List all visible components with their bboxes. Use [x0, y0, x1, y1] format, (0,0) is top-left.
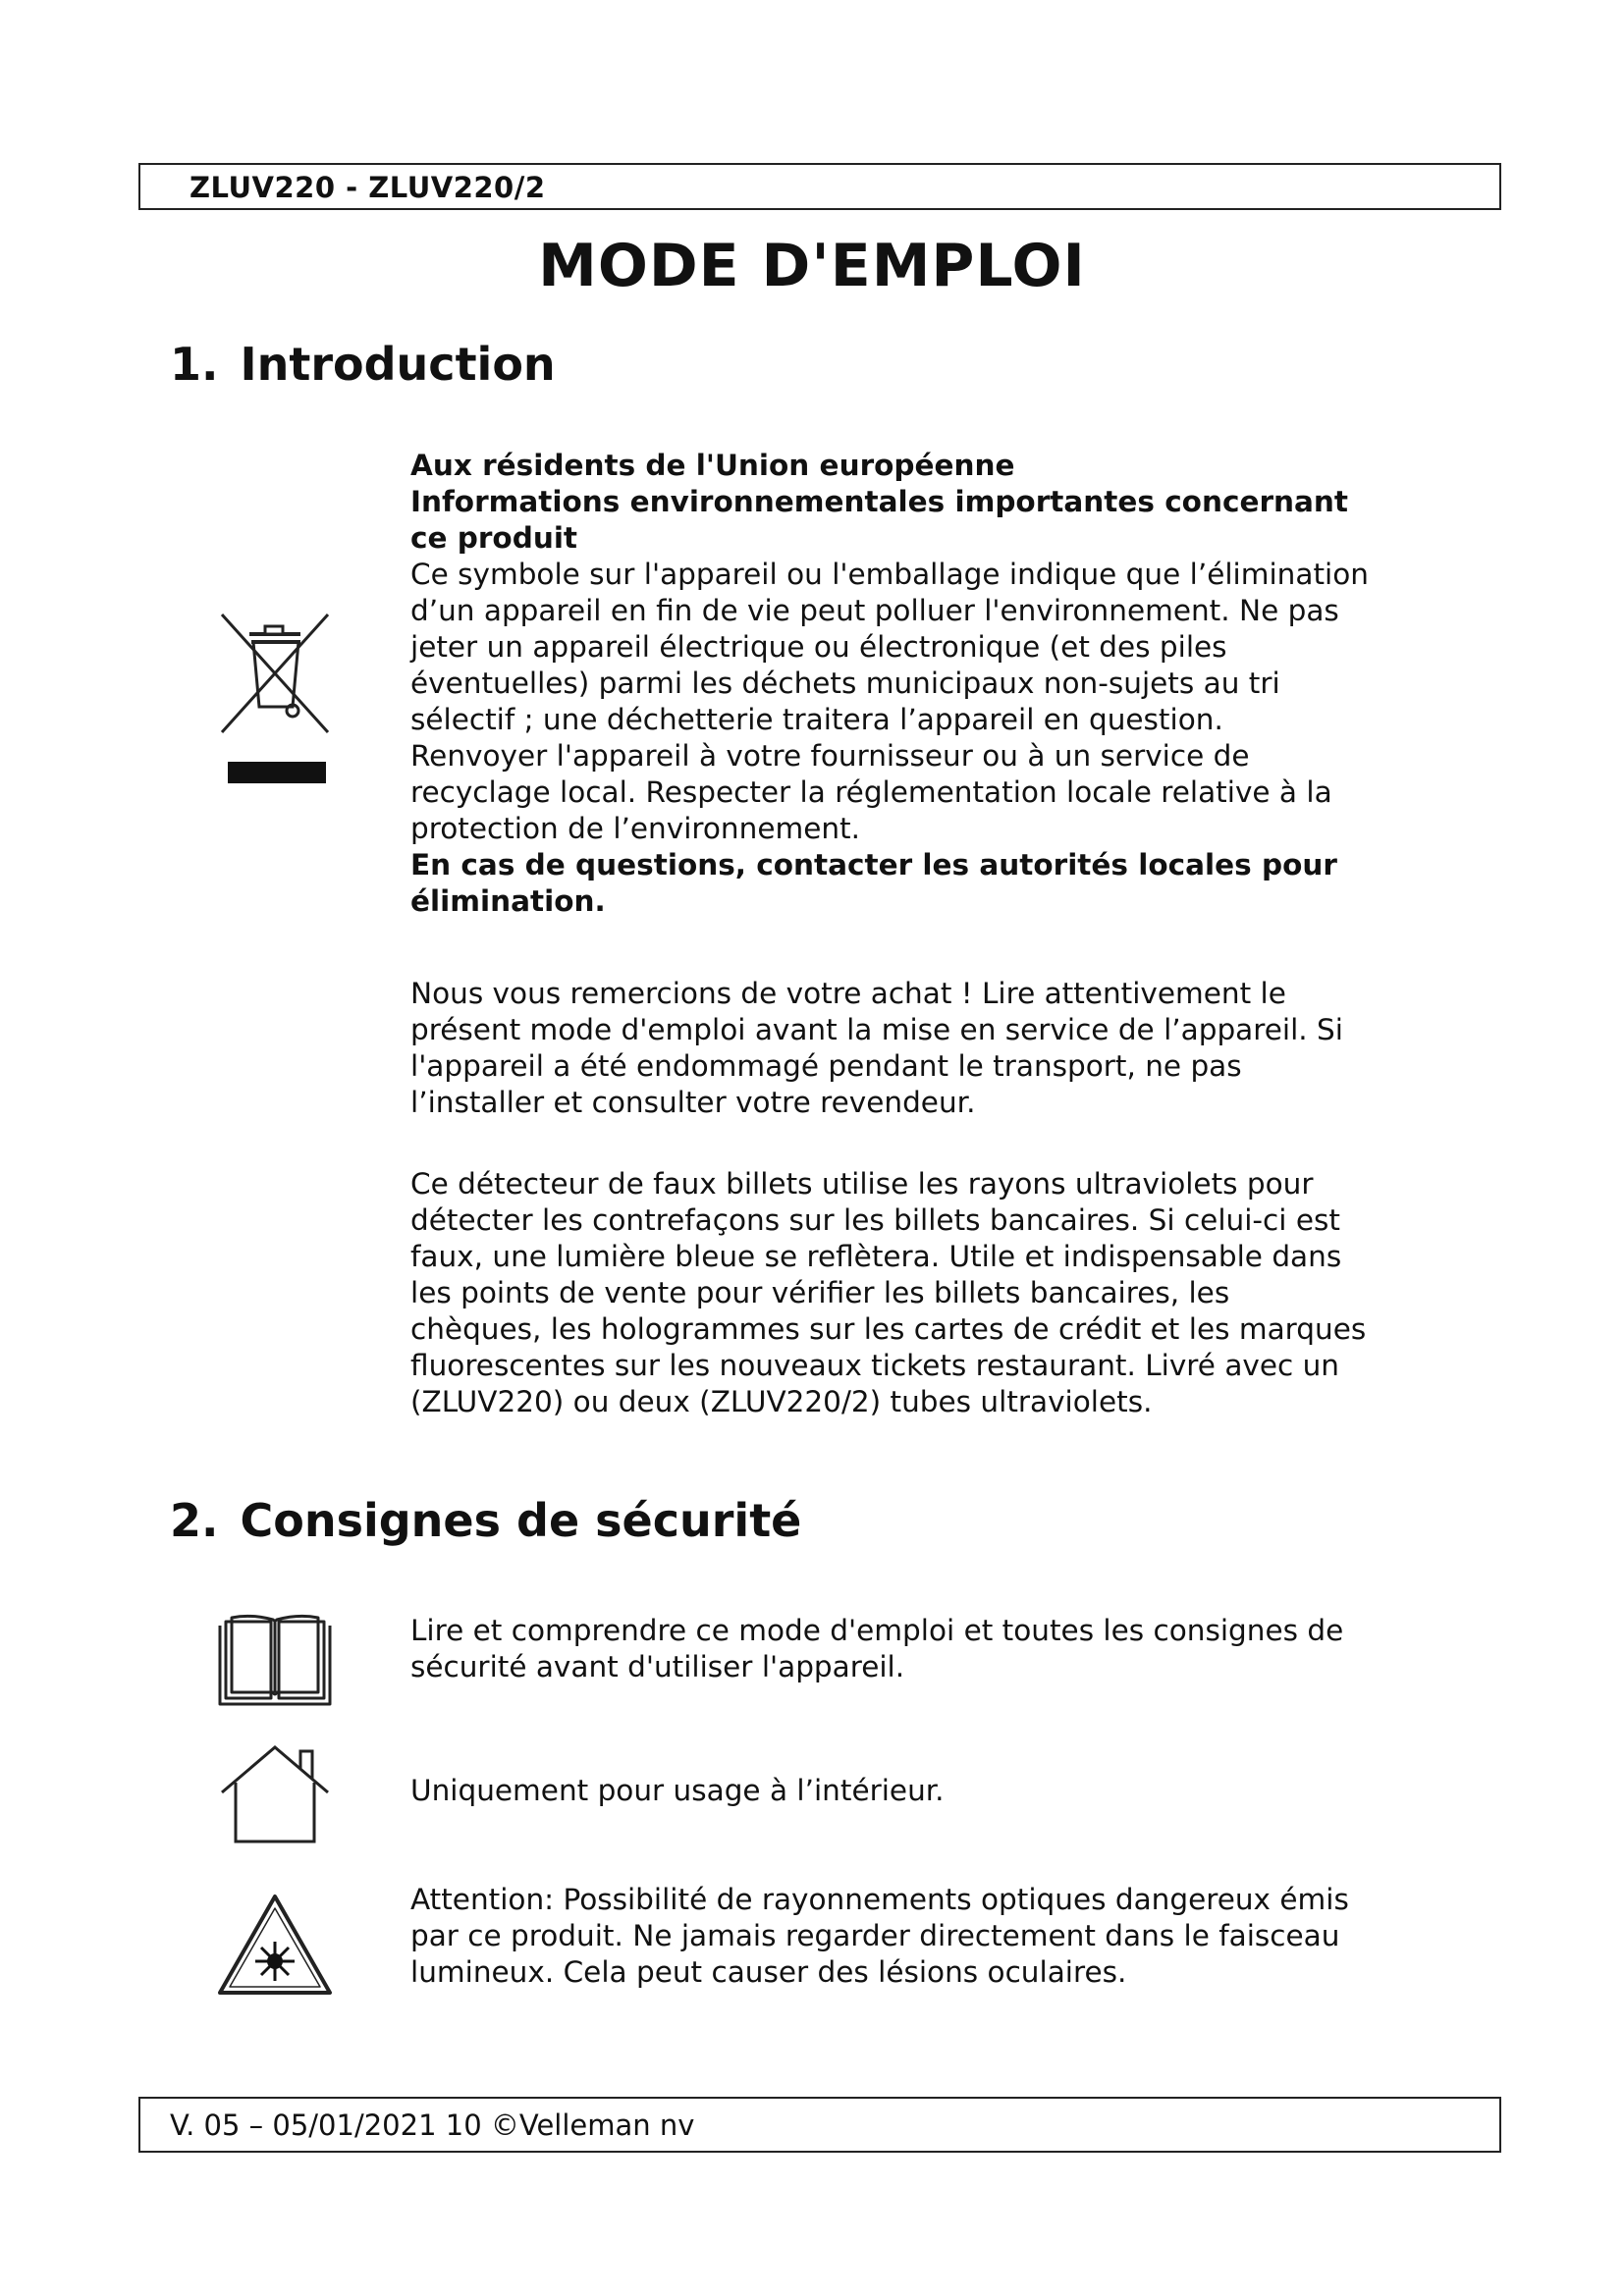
section-heading-safety — [170, 1494, 801, 1547]
paragraph-line: les points de vente pour vérifier les billets bancaires, les — [410, 1276, 1230, 1309]
footer-box — [138, 2097, 1501, 2153]
paragraph-line: Lire et comprendre ce mode d'emploi et toutes les consignes de — [410, 1614, 1344, 1647]
paragraph-line: Uniquement pour usage à l’intérieur. — [410, 1774, 945, 1807]
section-title: Introduction — [240, 338, 556, 391]
paragraph-line: fluorescentes sur les nouveaux tickets restaurant. Livré avec un — [410, 1349, 1339, 1382]
optical-radiation-warning-icon — [216, 1893, 334, 1999]
weee-body-line: sélectif ; une déchetterie traitera l’appareil en question. — [410, 703, 1223, 736]
paragraph-line: lumineux. Cela peut causer des lésions oculaires. — [410, 1955, 1127, 1989]
section-number: 1. — [170, 338, 219, 391]
house-icon — [216, 1743, 334, 1845]
paragraph-line: Ce détecteur de faux billets utilise les rayons ultraviolets pour — [410, 1167, 1314, 1201]
weee-heading: Aux résidents de l'Union européenne — [410, 449, 1015, 482]
weee-subheading: ce produit — [410, 521, 578, 555]
paragraph-line: détecter les contrefaçons sur les billets bancaires. Si celui-ci est — [410, 1203, 1340, 1237]
paragraph-line: chèques, les hologrammes sur les cartes de crédit et les marques — [410, 1312, 1367, 1346]
product-description — [410, 1166, 1451, 1420]
section-title: Consignes de sécurité — [240, 1494, 802, 1547]
paragraph-line: faux, une lumière bleue se reflètera. Utile et indispensable dans — [410, 1240, 1342, 1273]
paragraph-line: l’installer et consulter votre revendeur. — [410, 1086, 976, 1119]
paragraph-line: l'appareil a été endommagé pendant le transport, ne pas — [410, 1049, 1242, 1083]
paragraph-line: (ZLUV220) ou deux (ZLUV220/2) tubes ultraviolets. — [410, 1385, 1153, 1418]
manual-book-icon — [216, 1612, 334, 1710]
weee-body-line: Renvoyer l'appareil à votre fournisseur ou à un service de — [410, 739, 1250, 773]
weee-subheading: Informations environnementales importantes concernant — [410, 485, 1349, 518]
weee-body-line: éventuelles) parmi les déchets municipaux non-sujets au tri — [410, 667, 1280, 700]
paragraph-line: sécurité avant d'utiliser l'appareil. — [410, 1650, 905, 1683]
safety-read-manual — [410, 1613, 1451, 1685]
weee-body-line: recyclage local. Respecter la réglementation locale relative à la — [410, 775, 1332, 809]
weee-crossed-bin-icon — [214, 609, 336, 785]
weee-body-line: d’un appareil en fin de vie peut polluer l'environnement. Ne pas — [410, 594, 1339, 627]
weee-body-line: protection de l’environnement. — [410, 812, 860, 845]
weee-body-line: jeter un appareil électrique ou électronique (et des piles — [410, 630, 1227, 664]
page-title: MODE D'EMPLOI — [538, 232, 1086, 300]
paragraph-line: présent mode d'emploi avant la mise en service de l’appareil. Si — [410, 1013, 1343, 1046]
safety-indoor-use — [410, 1773, 1451, 1809]
paragraph-line: Nous vous remercions de votre achat ! Lire attentivement le — [410, 977, 1286, 1010]
footer-version: V. 05 – 05/01/2021 10 ©Velleman nv — [170, 2109, 695, 2142]
model-number: ZLUV220 - ZLUV220/2 — [189, 171, 546, 204]
thanks-paragraph — [410, 976, 1451, 1121]
paragraph-line: Attention: Possibilité de rayonnements optiques dangereux émis — [410, 1883, 1349, 1916]
header-box — [138, 163, 1501, 210]
section-heading-introduction — [170, 338, 556, 391]
safety-optical-radiation — [410, 1882, 1451, 1991]
weee-notice — [410, 448, 1451, 920]
section-number: 2. — [170, 1494, 219, 1547]
paragraph-line: par ce produit. Ne jamais regarder directement dans le faisceau — [410, 1919, 1340, 1952]
weee-body-line: Ce symbole sur l'appareil ou l'emballage indique que l’élimination — [410, 558, 1369, 591]
weee-contact-line: élimination. — [410, 884, 606, 918]
weee-contact-line: En cas de questions, contacter les autorités locales pour — [410, 848, 1337, 881]
